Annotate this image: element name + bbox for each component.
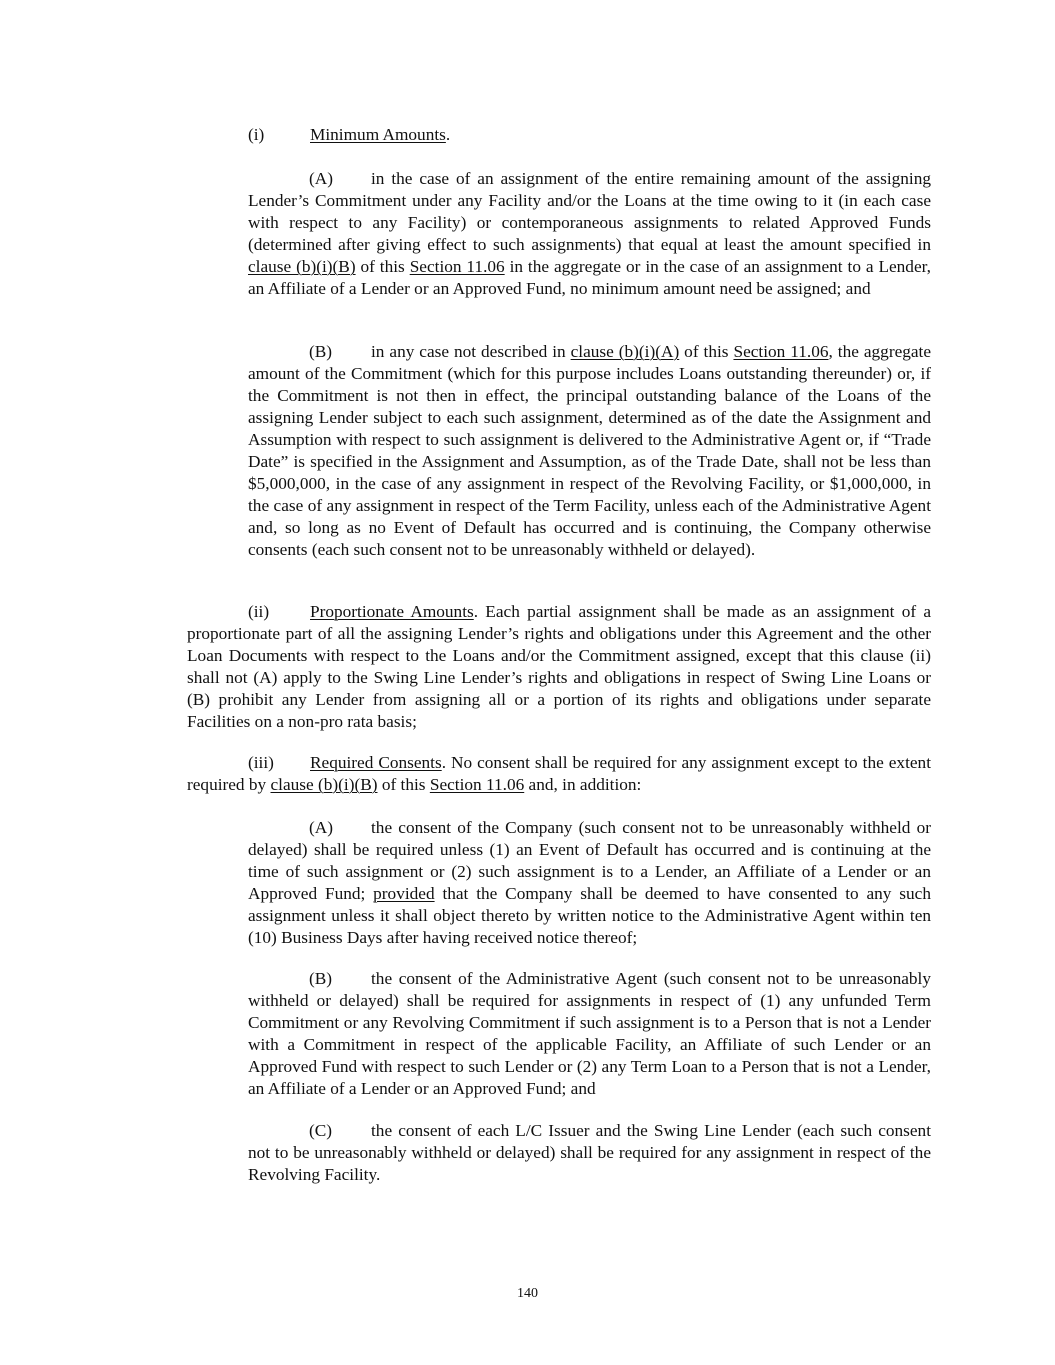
clause-i-B-ref-clause: clause (b)(i)(A) (570, 342, 680, 361)
clause-iii-text-2: of this (377, 775, 430, 794)
clause-i-A-text-2: of this (355, 257, 410, 276)
clause-iii-B-label: (B) (309, 969, 333, 988)
page-number: 140 (517, 1286, 538, 1301)
clause-i-A-ref-section: Section 11.06 (409, 257, 505, 276)
clause-iii-C-paragraph (248, 1120, 931, 1186)
clause-i-A-ref-clause: clause (b)(i)(B) (248, 257, 356, 276)
clause-iii-B-text: the consent of the Administrative Agent (such consent not to be unreasonably withheld or delayed) shall be required for assignments in respect of (1) any unfunded Term Commitment or any Revolving Commitment if such assignment is to a Person that is not a Lender with a Commitment in respect of the applicable Facility, an Affiliate of such Lender or an Approved Fund with respect to such Lender or (2) any Term Loan to a Person that is not a Lender, an Affiliate of a Lender or an Approved Fund; and (248, 969, 931, 1098)
clause-iii-A-text-2: that the Company shall be deemed to have consented to any such assignment unless it shall object thereto by written notice to the Administrative Agent within ten (10) Business Days after having received notice thereof; (248, 884, 931, 947)
clause-i-label: (i) (248, 125, 265, 144)
clause-iii-ref-clause: clause (b)(i)(B) (270, 775, 378, 794)
clause-iii-title: Required Consents (310, 753, 442, 772)
clause-iii-ref-section: Section 11.06 (429, 775, 525, 794)
clause-ii-title: Proportionate Amounts (310, 602, 474, 621)
clause-iii-A-text-1: the consent of the Company (such consent not to be unreasonably withheld or delayed) shall be required unless (1) an Event of Default has occurred and is continuing at the time of such assignment or (2) such assignment is to a Lender, an Affiliate of a Lender or an Approved Fund; (248, 818, 931, 903)
clause-iii-A-paragraph (248, 817, 931, 949)
clause-iii-text-1: . No consent shall be required for any assignment except to the extent required by (187, 753, 931, 794)
clause-ii-text: . Each partial assignment shall be made as an assignment of a proportionate part of all the assigning Lender’s rights and obligations under this Agreement and the other Loan Documents with respect to the Loans and/or the Commitment assigned, except that this clause (ii) shall not (A) apply to the Swing Line Lender’s rights and obligations in respect of Swing Line Loans or (B) prohibit any Lender from assigning all or a portion of its rights and obligations under separate Facilities on a non-pro rata basis; (187, 602, 931, 731)
clause-ii-paragraph (187, 601, 931, 733)
clause-i-A-text-1: in the case of an assignment of the entire remaining amount of the assigning Lender’s Commitment under any Facility and/or the Loans at the time owing to it (in each case with respect to any Facility) or contemporaneous assignments to related Approved Funds (determined after giving effect to such assignments) that equal at least the amount specified in (248, 169, 931, 254)
clause-iii-paragraph (187, 752, 931, 796)
clause-i-B-text-1: in any case not described in (371, 342, 571, 361)
clause-i-B-paragraph (248, 341, 931, 561)
clause-i-B-label: (B) (309, 342, 333, 361)
clause-iii-C-text: the consent of each L/C Issuer and the Swing Line Lender (each such consent not to be unreasonably withheld or delayed) shall be required for any assignment in respect of the Revolving Facility. (248, 1121, 931, 1184)
clause-ii-label: (ii) (248, 602, 270, 621)
clause-i-title-tail: . (445, 125, 451, 144)
clause-iii-label: (iii) (248, 753, 274, 772)
clause-i-B-text-2: of this (679, 342, 734, 361)
clause-iii-A-provided: provided (373, 884, 435, 903)
clause-iii-A-label: (A) (309, 818, 333, 837)
clause-i-B-text-3: , the aggregate amount of the Commitment (which for this purpose includes Loans outstanding thereunder) or, if the Commitment is not then in effect, the principal outstanding balance of the Loans of the assigning Lender subject to each such assignment, determined as of the date the Assignment and Assumption with respect to such assignment is delivered to the Administrative Agent or, if “Trade Date” is specified in the Assignment and Assumption, as of the Trade Date, shall not be less than $5,000,000, in the case of any assignment in respect of the Revolving Facility, or $1,000,000, in the case of any assignment in respect of the Term Facility, unless each of the Administrative Agent and, so long as no Event of Default has occurred and is continuing, the Company otherwise consents (each such consent not to be unreasonably withheld or delayed). (248, 342, 932, 559)
clause-i-heading (248, 124, 931, 146)
clause-i-A-label: (A) (309, 169, 333, 188)
clause-i-A-text-3: in the aggregate or in the case of an assignment to a Lender, an Affiliate of a Lender or an Approved Fund, no minimum amount need be assigned; and (248, 257, 931, 298)
clause-i-A-paragraph (248, 168, 931, 300)
clause-i-B-ref-section: Section 11.06 (733, 342, 829, 361)
clause-iii-B-paragraph (248, 968, 931, 1100)
clause-i-title: Minimum Amounts (310, 125, 446, 144)
clause-iii-C-label: (C) (309, 1121, 333, 1140)
clause-iii-text-3: and, in addition: (524, 775, 642, 794)
